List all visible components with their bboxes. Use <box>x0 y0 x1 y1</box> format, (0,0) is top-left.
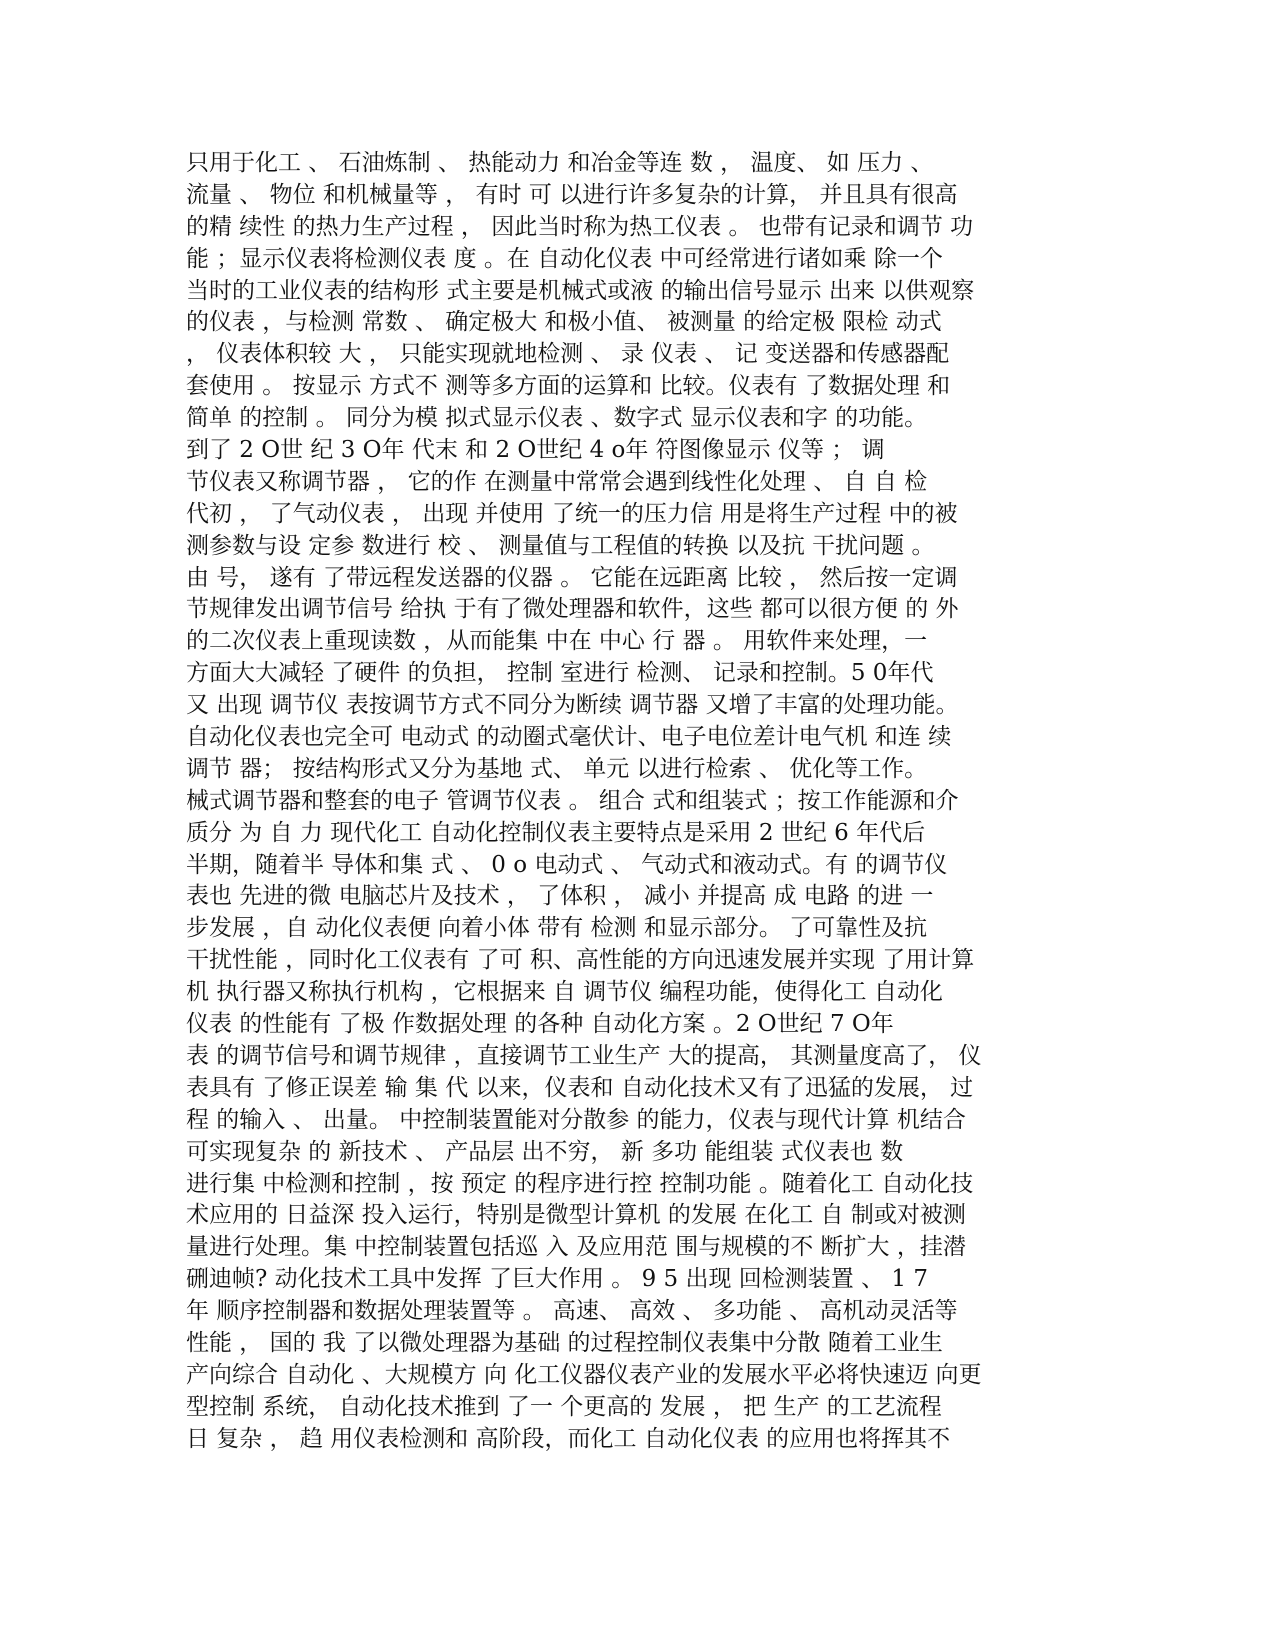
text-line: 表也 先进的微 电脑芯片及技术 ， 了体积 ， 减小 并提高 成 电路 的进 一 <box>186 883 934 910</box>
text-line: 简单 的控制 。 同分为模 拟式显示仪表 、数字式 显示仪表和字 的功能。 <box>186 405 928 432</box>
text-line: 的仪表 ，与检测 常数 、 确定极大 和极小值、 被测量 的给定极 限检 动式 <box>186 309 942 336</box>
text-line: 产向综合 自动化 、大规模方 向 化工仪器仪表产业的发展水平必将快速迈 向更 <box>186 1361 982 1388</box>
text-line: 套使用 。 按显示 方式不 测等多方面的运算和 比较。仪表有 了数据处理 和 <box>186 373 951 400</box>
text-line: 测参数与设 定参 数进行 校 、 测量值与工程值的转换 以及抗 干扰问题 。 <box>186 532 935 559</box>
text-line: 质分 为 自 力 现代化工 自动化控制仪表主要特点是采用 2 世纪 6 年代后 <box>186 819 926 846</box>
text-line: 性能 ， 国的 我 了以微处理器为基础 的过程控制仪表集中分散 随着工业生 <box>186 1329 943 1356</box>
text-line: 的精 续性 的热力生产过程 ， 因此当时称为热工仪表 。 也带有记录和调节 功 <box>186 213 974 240</box>
text-line: 到了 2 O世 纪 3 O年 代末 和 2 O世纪 4 o年 符图像显示 仪等 ； 调 <box>186 437 885 464</box>
text-line: 表 的调节信号和调节规律 ，直接调节工业生产 大的提高， 其测量度高了， 仪 <box>186 1042 982 1069</box>
text-line: 程 的输入 、 出量。 中控制装置能对分散参 的能力，仪表与现代计算 机结合 <box>186 1106 966 1133</box>
text-line: 术应用的 日益深 投入运行，特别是微型计算机 的发展 在化工 自 制或对被测 <box>186 1202 966 1229</box>
text-line: 机 执行器又称执行机构 ，它根据来 自 调节仪 编程功能，使得化工 自动化 <box>186 979 943 1006</box>
text-line: 可实现复杂 的 新技术 、 产品层 出不穷， 新 多功 能组装 式仪表也 数 <box>186 1138 904 1165</box>
text-line: 调节 器； 按结构形式又分为基地 式、 单元 以进行检索 、 优化等工作。 <box>186 755 928 782</box>
text-line: 节仪表又称调节器 ， 它的作 在测量中常常会遇到线性化处理 、 自 自 检 <box>186 468 928 495</box>
text-line: 械式调节器和整套的电子 管调节仪表 。 组合 式和组装式 ；按工作能源和介 <box>186 787 959 814</box>
text-line: 节规律发出调节信号 给执 于有了微处理器和软件，这些 都可以很方便 的 外 <box>186 596 959 623</box>
text-line: 半期，随着半 导体和集 式 、 0 o 电动式 、 气动式和液动式。有 的调节仪 <box>186 851 948 878</box>
text-line: 日 复杂 ， 趋 用仪表检测和 高阶段，而化工 自动化仪表 的应用也将挥其不 <box>186 1425 951 1452</box>
text-line: 的二次仪表上重现读数 ，从而能集 中在 中心 行 器 。 用软件来处理，一 <box>186 628 928 655</box>
text-line: 当时的工业仪表的结构形 式主要是机械式或液 的输出信号显示 出来 以供观察 <box>186 277 975 304</box>
text-line: 只用于化工 、 石油炼制 、 热能动力 和冶金等连 数 ， 温度、 如 压力 、 <box>186 150 934 176</box>
text-line: 硎迪帧? 动化技术工具中发挥 了巨大作用 。 9 5 出现 回检测装置 、 1 7 <box>186 1266 928 1293</box>
text-line: 能 ；显示仪表将检测仪表 度 。在 自动化仪表 中可经常进行诸如乘 除一个 <box>186 245 943 272</box>
text-line: 方面大大减轻 了硬件 的负担， 控制 室进行 检测、 记录和控制。5 0年代 <box>186 660 934 687</box>
text-line: 量进行处理。集 中控制装置包括巡 入 及应用范 围与规模的不 断扩大 ，挂潜 <box>186 1234 966 1261</box>
text-line: 年 顺序控制器和数据处理装置等 。 高速、 高效 、 多功能 、 高机动灵活等 <box>186 1298 958 1325</box>
text-line: 仪表 的性能有 了极 作数据处理 的各种 自动化方案 。2 O世纪 7 O年 <box>186 1011 894 1038</box>
text-line: 干扰性能 ，同时化工仪表有 了可 积、高性能的方向迅速发展并实现 了用计算 <box>186 947 975 974</box>
text-line: 代初 ， 了气动仪表 ， 出现 并使用 了统一的压力信 用是将生产过程 中的被 <box>186 500 958 527</box>
text-line: 表具有 了修正误差 输 集 代 以来，仪表和 自动化技术又有了迅猛的发展， 过 <box>186 1074 974 1101</box>
text-line: 步发展 ，自 动化仪表便 向着小体 带有 检测 和显示部分。 了可靠性及抗 <box>186 915 928 942</box>
text-line: 流量 、 物位 和机械量等 ， 有时 可 以进行许多复杂的计算， 并且具有很高 <box>186 181 958 208</box>
text-line: 由 号， 遂有 了带远程发送器的仪器 。 它能在远距离 比较 ， 然后按一定调 <box>186 564 958 591</box>
text-line: ， 仪表体积较 大 ， 只能实现就地检测 、 录 仪表 、 记 变送器和传感器配 <box>186 341 950 368</box>
body-text <box>186 148 1086 1456</box>
text-line: 型控制 系统， 自动化技术推到 了一 个更高的 发展 ， 把 生产 的工艺流程 <box>186 1393 942 1420</box>
text-line: 又 出现 调节仪 表按调节方式不同分为断续 调节器 又增了丰富的处理功能。 <box>186 692 959 719</box>
text-line: 自动化仪表也完全可 电动式 的动圈式毫伏计、电子电位差计电气机 和连 续 <box>186 724 952 751</box>
text-line: 进行集 中检测和控制 ，按 预定 的程序进行控 控制功能 。随着化工 自动化技 <box>186 1170 974 1197</box>
